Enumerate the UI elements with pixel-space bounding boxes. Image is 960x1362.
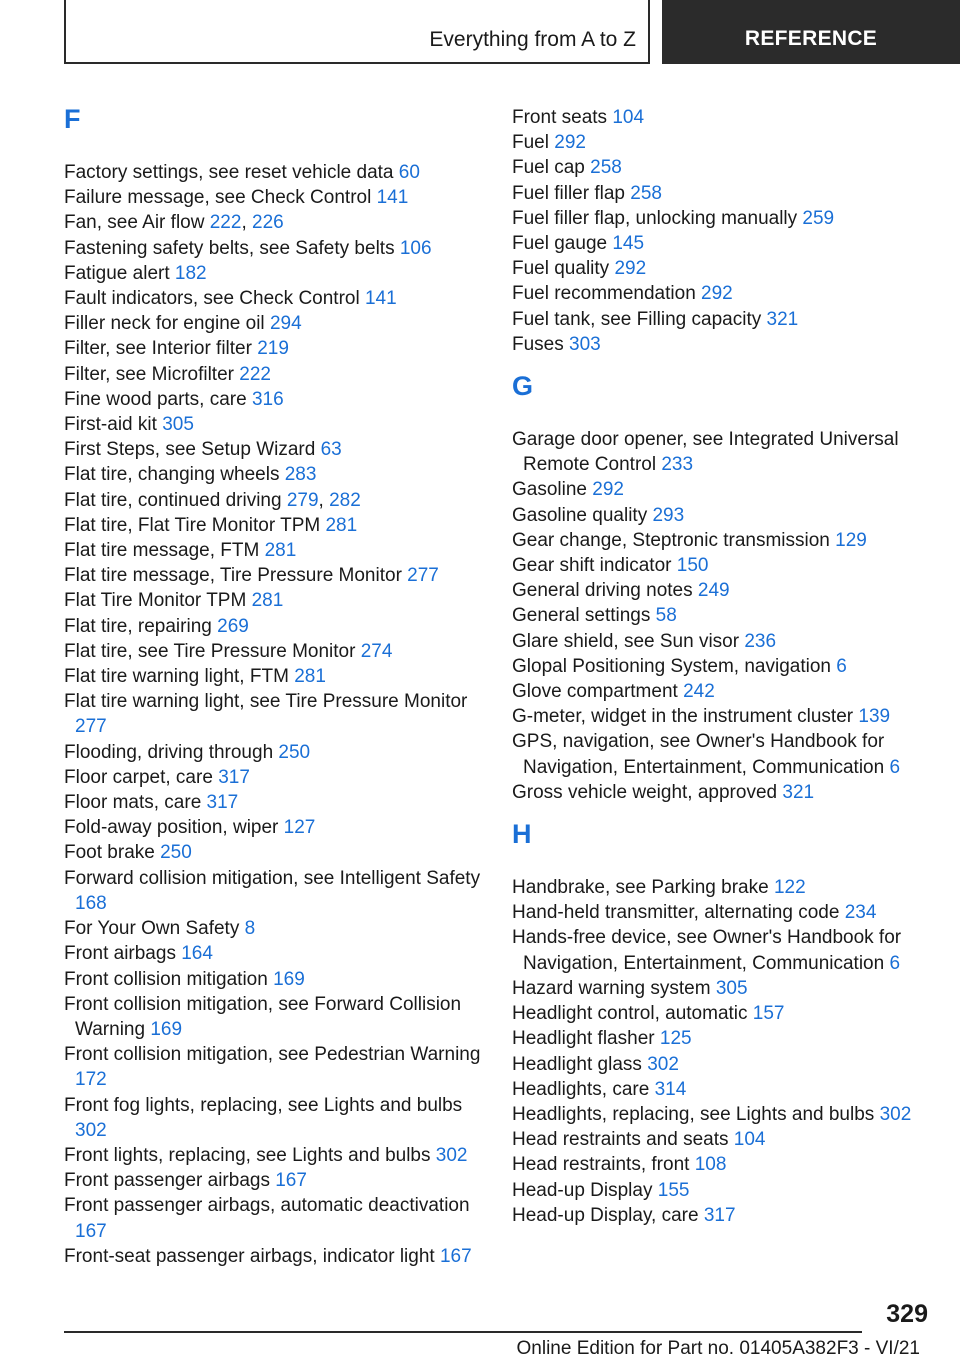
page-reference-link[interactable]: 305 [715, 977, 748, 999]
index-entry [512, 976, 932, 1001]
index-entry [512, 704, 932, 729]
index-entry-text: Front airbags [64, 943, 176, 965]
index-entry [512, 130, 932, 155]
page-reference-link[interactable]: 302 [435, 1144, 468, 1166]
index-entry [64, 1168, 494, 1193]
page-reference-link[interactable]: 104 [733, 1129, 766, 1151]
index-entry-text: Flat tire message, FTM [64, 540, 260, 562]
index-entry [64, 866, 494, 916]
page-reference-link[interactable]: 259 [802, 207, 835, 229]
page-reference-link[interactable]: 242 [683, 681, 715, 703]
index-entry-text: Head-up Display [512, 1179, 653, 1201]
page-reference-link[interactable]: 6 [889, 952, 901, 974]
index-entry [64, 286, 494, 311]
page-reference-link[interactable]: 164 [181, 943, 213, 965]
header-rule-right [648, 0, 650, 64]
index-entry [64, 311, 494, 336]
index-entry-text: Filter, see Interior filter [64, 338, 252, 360]
index-entry-list [512, 427, 932, 805]
page-reference-link[interactable]: 182 [174, 262, 207, 284]
index-entry [64, 538, 494, 563]
index-entry-text: Glare shield, see Sun visor [512, 630, 740, 652]
index-entry [64, 840, 494, 865]
index-entry-text: Fatigue alert [64, 262, 170, 284]
page-reference-link[interactable]: 269 [217, 615, 249, 637]
index-entry [512, 155, 932, 180]
page-reference-link[interactable]: 281 [325, 514, 358, 536]
index-entry-text: Floor mats, care [64, 792, 202, 814]
reference-tab-label: REFERENCE [744, 27, 878, 50]
index-entry-text: Fuel filler flap, unlocking manually [512, 207, 798, 229]
index-entry [64, 563, 494, 588]
index-entry-text: Fold-away position, wiper [64, 817, 279, 839]
page-reference-link[interactable]: 258 [590, 157, 622, 179]
page-reference-link[interactable]: 314 [654, 1078, 687, 1100]
page-reference-link[interactable]: 127 [283, 817, 316, 839]
index-entry-text: Flat Tire Monitor TPM [64, 590, 247, 612]
index-entry [64, 639, 494, 664]
index-entry-text: Foot brake [64, 842, 155, 864]
index-entry [64, 336, 494, 361]
index-entry [64, 1093, 494, 1143]
page-reference-link[interactable]: 139 [858, 706, 891, 728]
page-reference-link[interactable]: 108 [694, 1154, 727, 1176]
index-entry-text: Fuel [512, 132, 549, 154]
index-entry [512, 1127, 932, 1152]
index-entry: Fan, see Air flow 222, 226 [64, 212, 284, 234]
index-entry-text: Headlight glass [512, 1053, 642, 1075]
page-reference-link[interactable]: 169 [150, 1018, 183, 1040]
index-entry-text: Front collision mitigation, see Forward Collision Warning [64, 993, 462, 1040]
page-reference-link[interactable]: 281 [294, 666, 326, 688]
index-entry-text: Handbrake, see Parking brake [512, 877, 769, 899]
index-entry-list [512, 105, 932, 357]
index-entry [64, 513, 494, 538]
index-entry [512, 1001, 932, 1026]
page-number: 329 [886, 1300, 928, 1328]
index-entry [512, 780, 932, 805]
index-entry [64, 790, 494, 815]
page-reference-link[interactable]: 292 [701, 283, 733, 305]
page-reference-link[interactable]: 104 [612, 107, 645, 128]
index-entry-text: Front lights, replacing, see Lights and bulbs [64, 1144, 431, 1166]
index-entry-text: Gasoline [512, 479, 587, 501]
page-reference-link[interactable]: 219 [257, 338, 289, 360]
index-entry-text: Fuel quality [512, 258, 610, 280]
index-entry [512, 528, 932, 553]
index-entry [64, 614, 494, 639]
index-entry-text: Hands-free device, see Owner's Handbook for Navigation, Entertainment, Communication [512, 927, 902, 974]
index-entry [512, 1077, 932, 1102]
index-entry [512, 206, 932, 231]
page-reference-link[interactable]: 150 [676, 555, 709, 577]
footer-rule [64, 1331, 862, 1333]
page-reference-link[interactable]: 141 [376, 187, 409, 209]
index-entry [512, 281, 932, 306]
page-reference-link[interactable]: 167 [75, 1220, 107, 1242]
index-entry-text: Fastening safety belts, see Safety belts [64, 237, 395, 259]
index-entry-text: Glove compartment [512, 681, 678, 703]
page-reference-link[interactable]: 277 [75, 716, 107, 738]
index-entry-text: Fuses [512, 333, 564, 355]
index-entry [512, 629, 932, 654]
page-reference-link[interactable]: 283 [284, 464, 317, 486]
page-reference-link[interactable]: 236 [744, 630, 777, 652]
page-reference-link[interactable]: 279 [286, 489, 319, 511]
index-entry [512, 332, 932, 357]
index-entry [512, 105, 932, 130]
page-reference-link[interactable]: 281 [264, 540, 297, 562]
index-entry-text: First Steps, see Setup Wizard [64, 439, 316, 461]
page-reference-link[interactable]: 321 [782, 781, 815, 803]
index-entry [64, 437, 494, 462]
index-entry-text: Front seats [512, 107, 608, 128]
index-entry-text: Front collision mitigation, see Pedestrian Warning [64, 1044, 481, 1066]
index-entry [64, 236, 494, 261]
page-reference-link[interactable]: 233 [661, 454, 694, 476]
index-entry [512, 256, 932, 281]
page-reference-link[interactable]: 6 [889, 756, 901, 778]
index-entry-text: Fault indicators, see Check Control [64, 288, 360, 310]
page-reference-link[interactable]: 129 [835, 529, 867, 551]
index-entry [512, 231, 932, 256]
page-reference-link[interactable]: 167 [275, 1170, 307, 1192]
page-reference-link[interactable]: 321 [766, 308, 799, 330]
page-reference-link[interactable]: 292 [614, 258, 647, 280]
header-rule-bottom [64, 62, 650, 64]
index-entry-text: Headlight flasher [512, 1028, 655, 1050]
page-reference-link[interactable]: 60 [398, 162, 420, 183]
footer-edition: Online Edition for Part no. 01405A382F3 - VI/21 [516, 1338, 920, 1359]
index-entry [512, 603, 932, 628]
index-entry: Flat tire, continued driving 279, 282 [64, 489, 361, 511]
index-entry-text: Front passenger airbags, automatic deactivation [64, 1195, 470, 1217]
index-entry-text: Head restraints, front [512, 1154, 690, 1176]
page-reference-link[interactable]: 145 [612, 233, 645, 255]
page-reference-link[interactable]: 249 [697, 580, 730, 602]
index-entry-text: Flat tire warning light, FTM [64, 666, 289, 688]
index-entry-text: Hazard warning system [512, 977, 711, 999]
index-entry [64, 185, 494, 210]
index-entry [512, 553, 932, 578]
index-entry [64, 412, 494, 437]
index-entry-text: Failure message, see Check Control [64, 187, 372, 209]
index-entry [64, 362, 494, 387]
index-entry-text: Hand-held transmitter, alternating code [512, 902, 840, 924]
page-reference-link[interactable]: 141 [364, 288, 397, 310]
page-reference-link[interactable]: 169 [273, 968, 305, 990]
index-column-right [512, 102, 932, 1236]
index-entry [64, 1244, 494, 1269]
index-entry [512, 1178, 932, 1203]
index-entry [64, 261, 494, 286]
page-reference-link[interactable]: 226 [252, 212, 284, 234]
index-entry [64, 1193, 494, 1243]
index-entry-text: Filter, see Microfilter [64, 363, 234, 385]
reference-tab[interactable] [662, 0, 960, 64]
page-reference-link[interactable]: 6 [836, 655, 847, 677]
page-reference-link[interactable]: 250 [160, 842, 192, 864]
header-rule-left [64, 0, 66, 64]
index-entry [512, 1203, 932, 1228]
page-reference-link[interactable]: 317 [206, 792, 239, 814]
index-letter-h: H [512, 819, 532, 850]
page-reference-link[interactable]: 292 [592, 479, 624, 501]
page-reference-link[interactable]: 172 [75, 1069, 107, 1091]
index-entry-text: General settings [512, 605, 651, 627]
page-reference-link[interactable]: 8 [244, 918, 256, 940]
index-entry-text: Front collision mitigation [64, 968, 268, 990]
index-entry [64, 1143, 494, 1168]
index-entry-text: Front fog lights, replacing, see Lights and bulbs [64, 1094, 463, 1116]
index-entry-text: Fuel tank, see Filling capacity [512, 308, 762, 330]
index-entry-text: Front-seat passenger airbags, indicator light [64, 1245, 435, 1267]
index-entry-text: Flat tire message, Tire Pressure Monitor [64, 565, 402, 587]
index-entry-text: Factory settings, see reset vehicle data [64, 162, 394, 183]
index-entry-text: Headlight control, automatic [512, 1003, 748, 1025]
index-entry [512, 181, 932, 206]
page-reference-link[interactable]: 63 [320, 439, 342, 461]
index-entry-text: Forward collision mitigation, see Intelligent Safety [64, 867, 481, 889]
index-entry [512, 427, 932, 477]
page-reference-link[interactable]: 168 [75, 892, 107, 914]
page-reference-link[interactable]: 316 [251, 388, 284, 410]
index-entry-text: Glopal Positioning System, navigation [512, 655, 831, 677]
index-entry [64, 992, 494, 1042]
index-entry [512, 925, 932, 975]
index-entry-text: Fuel recommendation [512, 283, 696, 305]
index-entry-text: Head restraints and seats [512, 1129, 729, 1151]
index-entry-text: Flat tire, Flat Tire Monitor TPM [64, 514, 321, 536]
index-entry-text: Flooding, driving through [64, 741, 274, 763]
page-reference-link[interactable]: 302 [879, 1103, 912, 1125]
page-reference-link[interactable]: 305 [162, 414, 194, 436]
index-entry [512, 900, 932, 925]
index-entry-text: Fuel filler flap [512, 182, 625, 204]
page-reference-link[interactable]: 277 [407, 565, 439, 587]
index-entry-text: Garage door opener, see Integrated Universal Remote Control [512, 429, 899, 476]
index-entry [64, 765, 494, 790]
index-entry-text: Gross vehicle weight, approved [512, 781, 778, 803]
index-entry-text: Fuel gauge [512, 233, 608, 255]
page-reference-link[interactable]: 106 [399, 237, 432, 259]
page-reference-link[interactable]: 258 [630, 182, 662, 204]
index-entry-text: For Your Own Safety [64, 918, 240, 940]
index-entry [64, 1042, 494, 1092]
index-entry-text: Filler neck for engine oil [64, 313, 265, 335]
page-reference-link[interactable]: 157 [752, 1003, 785, 1025]
page-reference-link[interactable]: 155 [657, 1179, 690, 1201]
index-entry [64, 160, 494, 185]
index-entry-text: First-aid kit [64, 414, 157, 436]
index-entry-text: Flat tire, repairing [64, 615, 212, 637]
page-reference-link[interactable]: 122 [773, 877, 806, 899]
page-reference-link[interactable]: 282 [329, 489, 361, 511]
index-entry-list [512, 875, 932, 1228]
index-entry [64, 916, 494, 941]
index-entry-text: Flat tire, continued driving [64, 489, 282, 511]
page-reference-link[interactable]: 250 [278, 741, 311, 763]
index-entry-text: Flat tire, see Tire Pressure Monitor [64, 640, 356, 662]
page-reference-link[interactable]: 167 [439, 1245, 472, 1267]
index-entry-text: Head-up Display, care [512, 1204, 699, 1226]
index-entry-text: Headlights, care [512, 1078, 650, 1100]
index-letter-f: F [64, 104, 81, 134]
page-reference-link[interactable]: 302 [75, 1119, 107, 1141]
index-entry [512, 307, 932, 332]
index-entry-text: Fan, see Air flow [64, 212, 205, 234]
index-entry [512, 654, 932, 679]
page-reference-link[interactable]: 58 [655, 605, 677, 627]
index-entry-text: Front passenger airbags [64, 1170, 270, 1192]
index-entry-text: Gear shift indicator [512, 555, 672, 577]
index-entry [64, 664, 494, 689]
page-reference-link[interactable]: 317 [703, 1204, 736, 1226]
index-entry-text: Gasoline quality [512, 504, 648, 526]
page-reference-link[interactable]: 292 [554, 132, 586, 154]
page-reference-link[interactable]: 293 [652, 504, 685, 526]
index-entry [512, 1152, 932, 1177]
page-reference-link[interactable]: 222 [209, 212, 242, 234]
index-entry [512, 1052, 932, 1077]
section-title: Everything from A to Z [429, 28, 636, 51]
index-entry [64, 967, 494, 992]
index-entry [512, 1102, 932, 1127]
index-entry-text: Flat tire warning light, see Tire Pressure Monitor [64, 691, 468, 713]
page-reference-link[interactable]: 317 [218, 766, 250, 788]
index-entry-list [64, 160, 494, 1269]
page-reference-link[interactable]: 281 [251, 590, 284, 612]
index-entry-text: Fuel cap [512, 157, 585, 179]
index-entry-text: G-meter, widget in the instrument cluster [512, 706, 854, 728]
index-column-left [64, 102, 494, 1277]
index-entry [512, 503, 932, 528]
index-entry [64, 588, 494, 613]
index-entry [512, 875, 932, 900]
page-reference-link[interactable]: 302 [647, 1053, 679, 1075]
index-entry [64, 941, 494, 966]
index-entry-text: Fine wood parts, care [64, 388, 247, 410]
page-reference-link[interactable]: 125 [659, 1028, 692, 1050]
index-entry-text: General driving notes [512, 580, 693, 602]
index-entry [64, 740, 494, 765]
page-reference-link[interactable]: 274 [360, 640, 393, 662]
index-entry [512, 679, 932, 704]
page-reference-link[interactable]: 303 [569, 333, 601, 355]
index-entry [512, 477, 932, 502]
index-entry [512, 578, 932, 603]
page-reference-link[interactable]: 294 [269, 313, 302, 335]
index-entry-text: Floor carpet, care [64, 766, 213, 788]
index-entry-text: GPS, navigation, see Owner's Handbook for Navigation, Entertainment, Communication [512, 731, 885, 778]
index-letter-g: G [512, 371, 534, 402]
page-reference-link[interactable]: 234 [844, 902, 877, 924]
index-entry [512, 1026, 932, 1051]
index-entry [64, 689, 494, 739]
index-entry-text: Gear change, Steptronic transmission [512, 529, 830, 551]
index-entry-text: Headlights, replacing, see Lights and bulbs [512, 1103, 875, 1125]
index-entry [64, 387, 494, 412]
page-reference-link[interactable]: 222 [239, 363, 271, 385]
index-entry-text: Flat tire, changing wheels [64, 464, 280, 486]
index-entry [64, 462, 494, 487]
index-entry [512, 729, 932, 779]
index-entry [64, 815, 494, 840]
